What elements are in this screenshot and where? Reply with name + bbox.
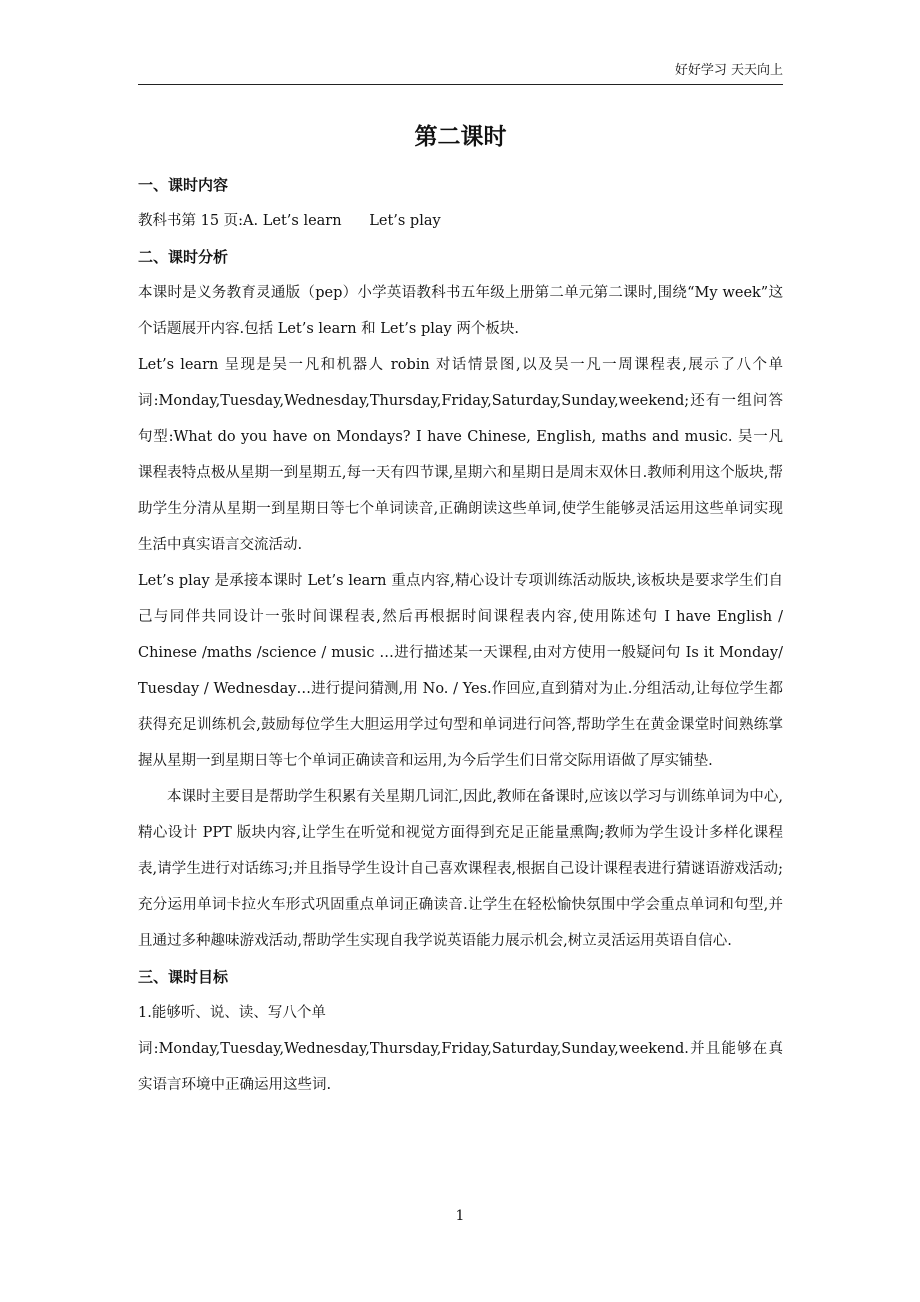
content-text: 教科书第 15 页:A. Let’s learn Let’s play <box>138 213 441 229</box>
page-footer <box>0 1206 920 1226</box>
section-heading-content: 一、课时内容 <box>138 176 229 194</box>
goal-1-line-1: 1.能够听、说、读、写八个单 <box>138 1005 326 1021</box>
page-number: 1 <box>455 1208 465 1224</box>
section-heading-analysis: 二、课时分析 <box>138 248 229 266</box>
document-body <box>138 122 783 1103</box>
header-motto: 好好学习 天天向上 <box>674 63 783 78</box>
page-title: 第二课时 <box>414 124 507 150</box>
analysis-paragraph-3: Let’s play 是承接本课时 Let’s learn 重点内容,精心设计专项训练活动版块,该板块是要求学生们自己与同伴共同设计一张时间课程表,然后再根据时间课程表内容,使用陈述句 I have English / Chinese /maths /science / music …进行描述某一天课程,由对方使用一般疑问句 Is it Monday/ Tuesday / Wednesday…进行提问猜测,用 No. / Yes.作回应,直到猜对为止.分组活动,让每位学生都获得充足训练机会,鼓励每位学生大胆运用学过句型和单词进行问答,帮助学生在黄金课堂时间熟练掌握从星期一到星期日等七个单词正确读音和运用,为今后学生们日常交际用语做了厚实铺垫. <box>138 573 783 769</box>
analysis-paragraph-1: 本课时是义务教育灵通版（pep）小学英语教科书五年级上册第二单元第二课时,围绕“My week”这个话题展开内容.包括 Let’s learn 和 Let’s play 两个板块. <box>138 285 783 337</box>
page-header <box>138 58 783 85</box>
analysis-paragraph-2: Let’s learn 呈现是吴一凡和机器人 robin 对话情景图,以及吴一凡一周课程表,展示了八个单词:Monday,Tuesday,Wednesday,Thursday,Friday,Saturday,Sunday,weekend;还有一组问答句型:What do you have on Mondays? I have Chinese, English, maths and music. 吴一凡课程表特点极从星期一到星期五,每一天有四节课,星期六和星期日是周末双休日.教师利用这个版块,帮助学生分清从星期一到星期日等七个单词读音,正确朗读这些单词,使学生能够灵活运用这些单词实现生活中真实语言交流活动. <box>138 357 783 553</box>
goal-1-line-2: 词:Monday,Tuesday,Wednesday,Thursday,Friday,Saturday,Sunday,weekend.并且能够在真实语言环境中正确运用这些词. <box>138 1041 783 1093</box>
analysis-paragraph-4: 本课时主要目是帮助学生积累有关星期几词汇,因此,教师在备课时,应该以学习与训练单词为中心,精心设计 PPT 版块内容,让学生在听觉和视觉方面得到充足正能量熏陶;教师为学生设计多样化课程表,请学生进行对话练习;并且指导学生设计自己喜欢课程表,根据自己设计课程表进行猜谜语游戏活动;充分运用单词卡拉火车形式巩固重点单词正确读音.让学生在轻松愉快氛围中学会重点单词和句型,并且通过多种趣味游戏活动,帮助学生实现自我学说英语能力展示机会,树立灵活运用英语自信心. <box>138 789 783 949</box>
section-heading-goals: 三、课时目标 <box>138 968 229 986</box>
